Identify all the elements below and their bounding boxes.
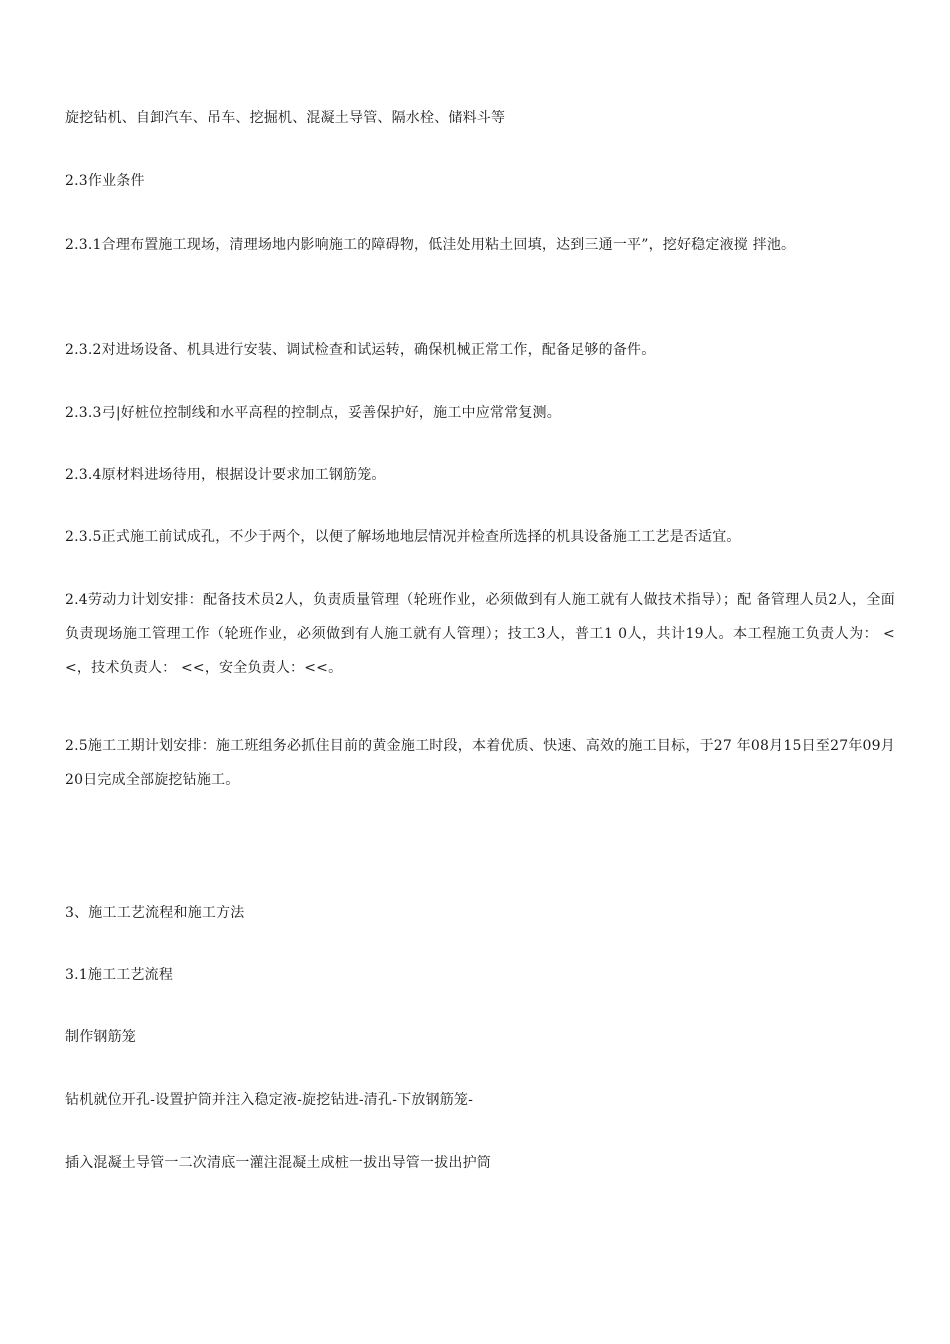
item-2-4-paragraph: 2.4劳动力计划安排：配备技术员2人，负责质量管理（轮班作业，必须做到有人施工就有人做技术指导）；配 备管理人员2人，全面负责现场施工管理工作（轮班作业，必须做到有人施工就有人管理）；技工3人，普工1 0人，共计19人。本工程施工负责人为： <<，技术负责人： <<，安全负责人：<<。: [65, 592, 895, 676]
section-2-3-heading: 2.3作业条件: [65, 173, 145, 189]
equipment-list-line: 旋挖钻机、自卸汽车、吊车、挖掘机、混凝土导管、隔水栓、储料斗等: [65, 110, 506, 126]
flow-step-1: 制作钢筋笼: [65, 1029, 136, 1045]
section-3-heading: 3、施工工艺流程和施工方法: [65, 905, 245, 921]
flow-step-2: 钻机就位开孔-设置护筒并注入稳定液-旋挖钻进-清孔-下放钢筋笼-: [65, 1092, 474, 1108]
section-3-1-heading: 3.1施工工艺流程: [65, 967, 174, 983]
item-2-3-5-paragraph: 2.3.5正式施工前试成孔，不少于两个，以便了解场地地层情况并检查所选择的机具设备施工工艺是否适宜。: [65, 529, 741, 545]
item-2-3-4-paragraph: 2.3.4原材料进场待用，根据设计要求加工钢筋笼。: [65, 467, 386, 483]
item-2-5-paragraph: 2.5施工工期计划安排：施工班组务必抓住目前的黄金施工时段，本着优质、快速、高效的施工目标，于27 年08月15日至27年09月20日完成全部旋挖钻施工。: [65, 738, 895, 788]
item-2-3-1-paragraph: 2.3.1合理布置施工现场，清理场地内影响施工的障碍物，低洼处用粘土回填，达到三通一平”，挖好稳定液搅 拌池。: [65, 237, 796, 253]
item-2-3-2-paragraph: 2.3.2对进场设备、机具进行安装、调试检查和试运转，确保机械正常工作，配备足够的备件。: [65, 342, 656, 358]
flow-step-3: 插入混凝土导管一二次清底一灌注混凝土成桩一拔出导管一拔出护筒: [65, 1155, 491, 1171]
item-2-3-3-paragraph: 2.3.3弓|好桩位控制线和水平高程的控制点，妥善保护好，施工中应常常复测。: [65, 405, 561, 421]
